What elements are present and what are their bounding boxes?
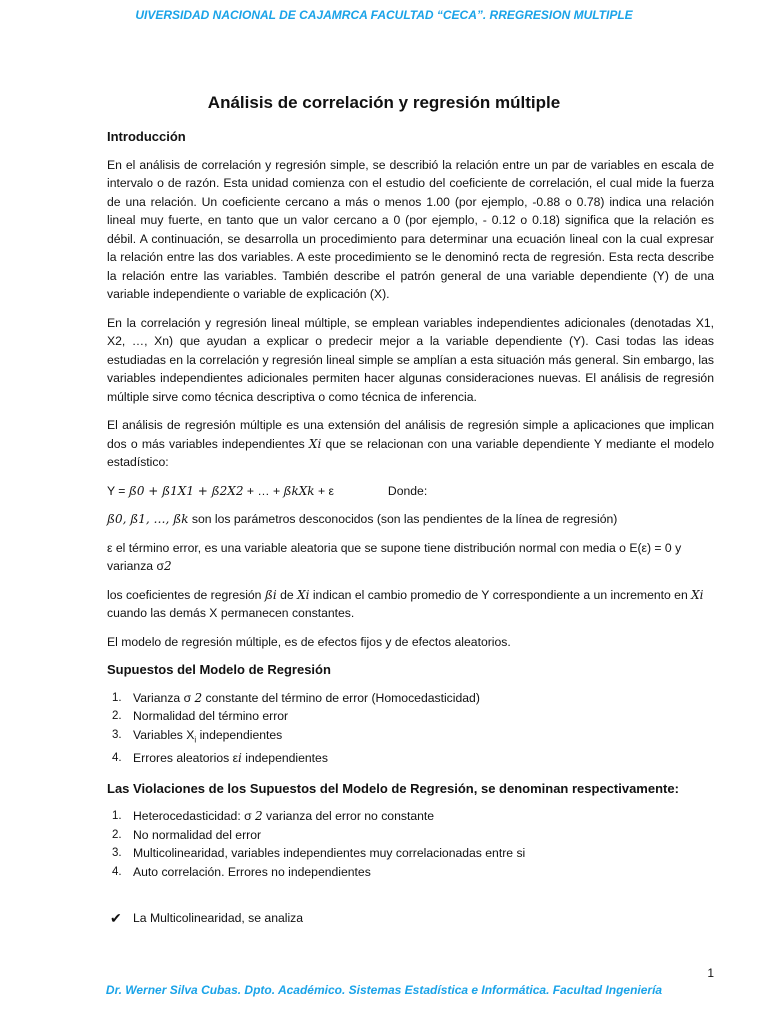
list-number: 2.	[112, 710, 122, 722]
params-math: ß0, ß1, …, ßk	[107, 512, 189, 526]
list-item	[107, 807, 714, 826]
page-header: UIVERSIDAD NACIONAL DE CAJAMRCA FACULTAD “CECA”. RREGRESION MULTIPLE	[135, 8, 633, 22]
list-item	[107, 726, 714, 750]
list-item	[107, 707, 714, 726]
model-equation	[107, 482, 714, 501]
math: i	[238, 751, 242, 766]
eq-text: + ε	[314, 483, 334, 498]
text: los coeficientes de regresión	[107, 587, 265, 602]
math-xi: Xi	[308, 436, 322, 451]
donde-label: Donde:	[387, 483, 428, 498]
paragraph-intro: En el análisis de correlación y regresión simple, se describió la relación entre un par de variables en escala de intervalo o de razón. Esta unidad comienza con el estudio del coeficiente de correlación, el cual mide la fuerza de una relación. Un coeficiente cercano a más o menos 1.00 (por ejemplo, -0.88 o 0.78) indica una relación lineal muy fuerte, en tanto que un valor cercano a 0 (por ejemplo, - 0.12 o 0.18) significa que la relación es débil. A continuación, se desarrolla un procedimiento para determinar una ecuación lineal con la cual expresar la relación entre las dos variables. A este procedimiento se le denominó recta de regresión. Esta recta describe la relación entre las variables. También describe el patrón general de una variable dependiente (Y) de una variable independiente o variable de explicación (X).	[107, 157, 714, 301]
text: constante del término de error (Homocedasticidad)	[202, 690, 480, 705]
list-item	[107, 863, 714, 882]
checklist-text: La Multicolinearidad, se analiza	[133, 911, 304, 926]
document-title: Análisis de correlación y regresión múltiple	[207, 93, 561, 112]
text: Auto correlación. Errores no independientes	[133, 864, 371, 879]
eq-text: + … +	[243, 483, 284, 498]
text: ε el término error, es una variable aleatoria que se supone tiene distribución normal con media o E(ε) = 0 y varianza σ	[107, 540, 682, 573]
subscript: i	[194, 734, 197, 744]
paragraph-multiple: En la correlación y regresión lineal múltiple, se emplean variables independientes adicionales (denotadas X1, X2, …, Xn) que ayudan a explicar o predecir mejor a la variable dependiente (Y). Casi todas las ideas estudiadas en la correlación y regresión lineal simple se amplían a esta situación más general. Sin embargo, las variables independientes adicionales permiten hacer algunas consideraciones nuevas. El análisis de regresión múltiple sirve como técnica descriptiva o como técnica de inferencia.	[107, 315, 714, 404]
text: Varianza σ	[133, 690, 195, 705]
list-number: 4.	[112, 752, 122, 765]
text: Variables X	[133, 727, 195, 742]
list-number: 2.	[112, 828, 122, 841]
list-item	[107, 689, 714, 708]
list-number: 3.	[112, 728, 122, 741]
coefficients-line	[107, 586, 714, 623]
math-square: 2	[163, 559, 172, 573]
eq-math: ßkXk	[283, 483, 315, 498]
page-number: 1	[707, 966, 714, 980]
eq-text: Y =	[107, 483, 129, 498]
check-mark-icon: ✔	[110, 910, 122, 927]
document-body	[107, 128, 714, 928]
violations-heading: Las Violaciones de los Supuestos del Modelo de Regresión, se denominan respectivamente:	[107, 780, 679, 796]
text: varianza del error no constante	[262, 809, 435, 824]
paragraph-model	[107, 416, 714, 472]
eq-math: ß0 + ß1X1 + ß2X2	[128, 483, 244, 498]
text: Normalidad del término error	[133, 709, 289, 723]
text: son los parámetros desconocidos (son las pendientes de la línea de regresión)	[188, 512, 618, 526]
text: cuando las demás X permanecen constantes.	[107, 606, 355, 620]
intro-heading: Introducción	[107, 129, 186, 144]
text: El análisis de regresión múltiple es una extensión del análisis de regresión simple a aplicaciones que implican dos o más variables independientes	[107, 418, 714, 451]
violations-list	[107, 807, 714, 881]
text: independientes	[196, 727, 283, 742]
effects-line: El modelo de regresión múltiple, es de efectos fijos y de efectos aleatorios.	[107, 634, 511, 649]
text: Multicolinearidad, variables independientes muy correlacionadas entre si	[133, 846, 526, 861]
math-xi: Xi	[691, 587, 704, 602]
math: 2	[255, 809, 263, 824]
text: No normalidad del error	[133, 827, 262, 842]
list-number: 3.	[112, 847, 122, 860]
text: indican el cambio promedio de Y correspondiente a un incremento en	[309, 587, 692, 602]
list-number: 1.	[112, 810, 122, 823]
math-bi: ßi	[264, 587, 277, 602]
list-item	[107, 844, 714, 863]
checklist-item	[107, 909, 714, 928]
text: Heterocedasticidad: σ	[133, 809, 256, 824]
error-term-line	[107, 539, 714, 576]
page-footer: Dr. Werner Silva Cubas. Dpto. Académico. Sistemas Estadística e Informática. Facultad Ingeniería	[105, 983, 663, 997]
assumptions-heading: Supuestos del Modelo de Regresión	[107, 662, 331, 677]
text: de	[276, 587, 298, 602]
assumptions-list	[107, 689, 714, 768]
text: Errores aleatorios ε	[133, 751, 239, 766]
text: que se relacionan con una variable dependiente Y mediante el modelo estadístico:	[107, 436, 714, 469]
list-item	[107, 826, 714, 845]
list-item	[107, 749, 714, 768]
list-number: 1.	[112, 691, 122, 704]
text: independientes	[241, 751, 328, 766]
list-number: 4.	[112, 865, 122, 878]
parameters-line	[107, 510, 714, 529]
math-xi: Xi	[297, 587, 310, 602]
math: 2	[194, 690, 203, 705]
